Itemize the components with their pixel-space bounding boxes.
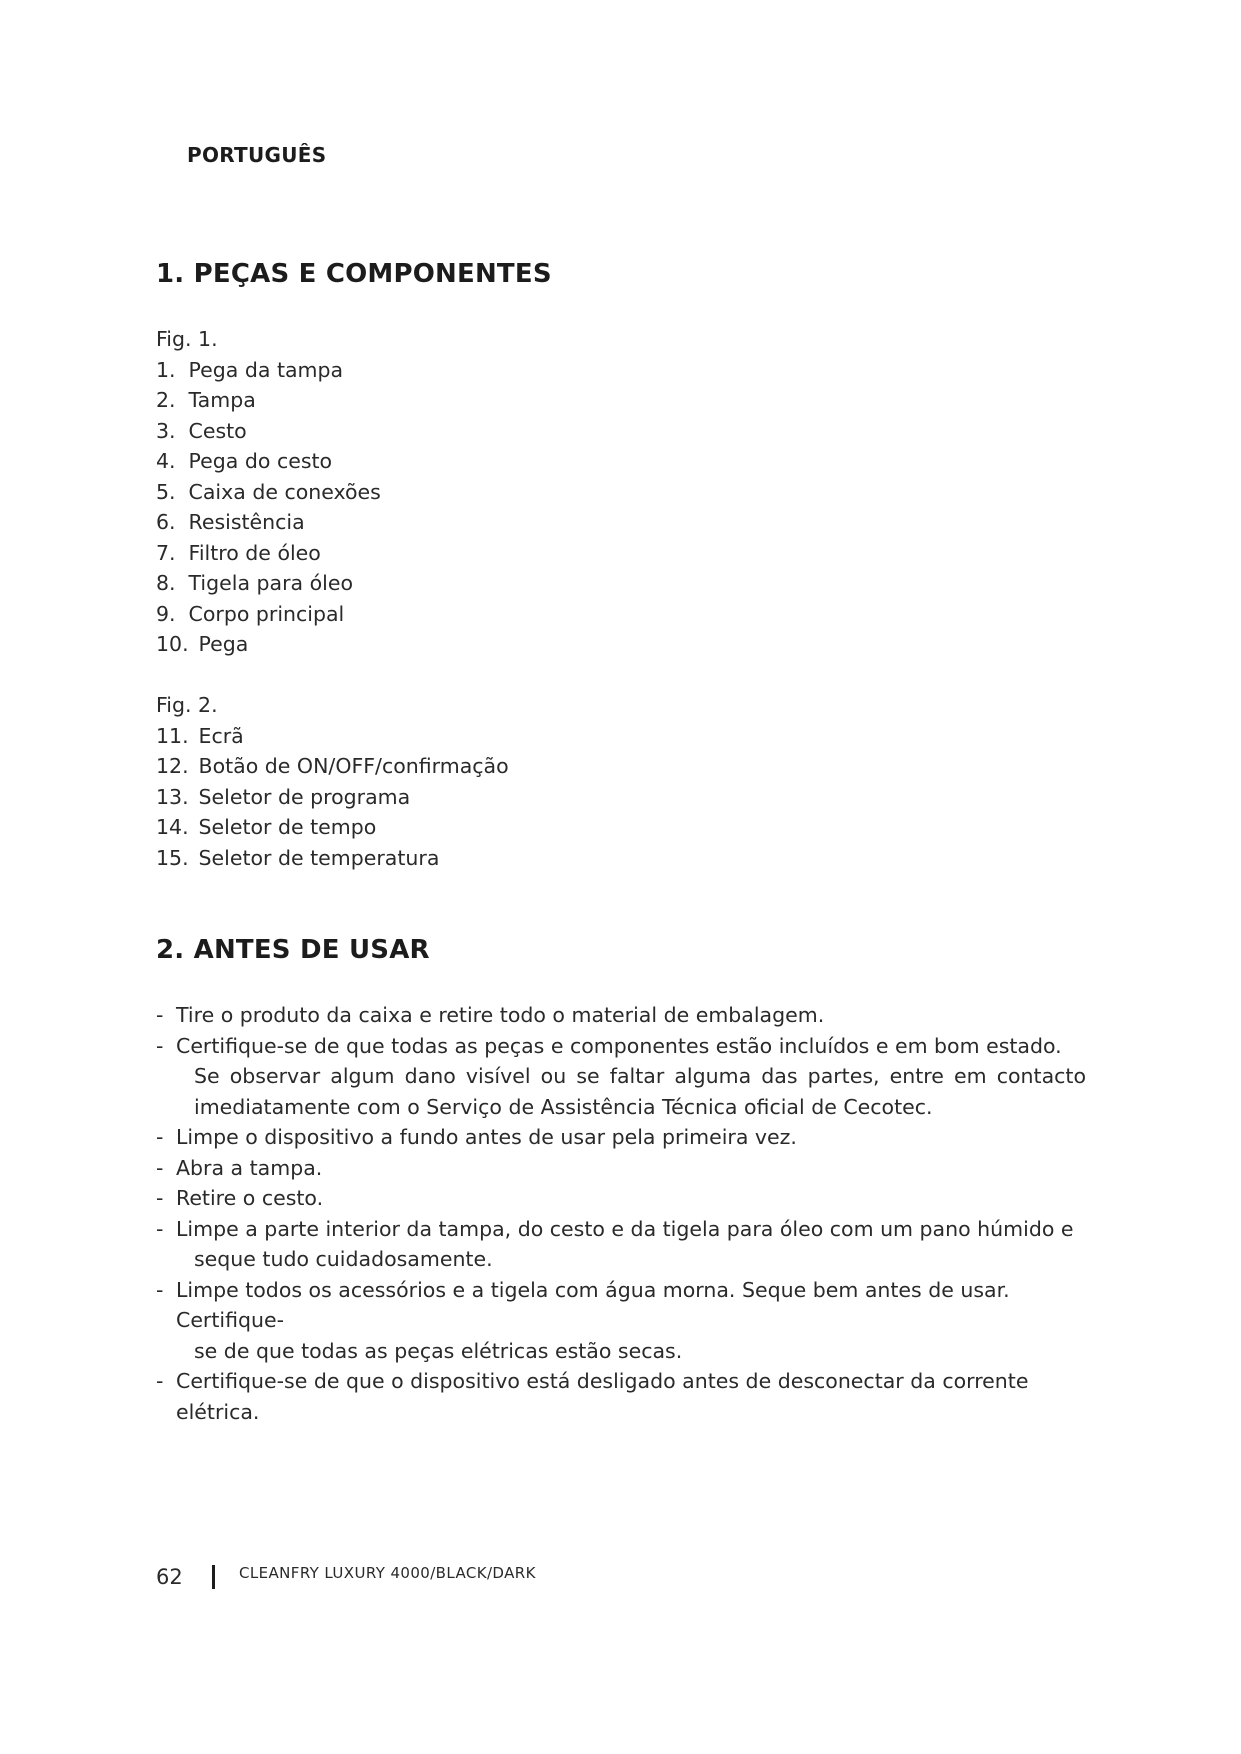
fig1-label: Fig. 1. [156, 327, 218, 351]
list-item: 4. Pega do cesto [156, 449, 333, 473]
list-item: - Limpe todos os acessórios e a tigela com água morna. Seque bem antes de usar. Certifique- se de que todas as peças elétricas estão secas. [156, 1277, 1010, 1363]
list-item: 6. Resistência [156, 510, 305, 534]
fig2-parts-list [156, 690, 509, 873]
list-item: - Limpe o dispositivo a fundo antes de usar pela primeira vez. [156, 1125, 797, 1149]
list-item: 2. Tampa [156, 388, 256, 412]
list-item: - Certifique-se de que todas as peças e componentes estão incluídos e em bom estado. Se observar algum dano visível ou se faltar alguma das partes, entre em contacto imediatamente com o Serviço de Assistência Técnica oficial de Cecotec. [156, 1033, 1086, 1119]
language-label: PORTUGUÊS [187, 143, 327, 167]
list-item: 1. Pega da tampa [156, 357, 344, 382]
list-item: - Certifique-se de que o dispositivo está desligado antes de desconectar da corrente elétrica. [156, 1369, 1029, 1424]
product-name: CLEANFRY LUXURY 4000/BLACK/DARK [239, 1564, 536, 1582]
section-title-before-use: 2. ANTES DE USAR [156, 935, 430, 965]
list-item: 3. Cesto [156, 418, 247, 443]
page-footer [156, 1565, 536, 1589]
list-item: 15. Seletor de temperatura [156, 845, 440, 870]
footer-divider [212, 1565, 215, 1589]
list-item: - Abra a tampa. [156, 1155, 323, 1180]
section-title-parts: 1. PEÇAS E COMPONENTES [156, 259, 552, 289]
list-item: 13. Seletor de programa [156, 784, 411, 809]
page-number: 62 [156, 1565, 183, 1589]
before-use-list [156, 1000, 1086, 1427]
list-item: 7. Filtro de óleo [156, 540, 321, 565]
list-item: 5. Caixa de conexões [156, 479, 381, 504]
list-item: 12. Botão de ON/OFF/confirmação [156, 754, 509, 778]
list-item: - Limpe a parte interior da tampa, do cesto e da tigela para óleo com um pano húmido e seque tudo cuidadosamente. [156, 1216, 1074, 1271]
list-item: - Tire o produto da caixa e retire todo o material de embalagem. [156, 1003, 825, 1027]
list-item: 11. Ecrã [156, 723, 244, 748]
fig2-label: Fig. 2. [156, 693, 218, 717]
fig1-parts-list [156, 324, 381, 660]
list-item: 10. Pega [156, 632, 249, 656]
list-item: 14. Seletor de tempo [156, 815, 377, 839]
list-item: 9. Corpo principal [156, 601, 345, 626]
list-item: - Retire o cesto. [156, 1186, 324, 1210]
list-item: 8. Tigela para óleo [156, 571, 353, 595]
